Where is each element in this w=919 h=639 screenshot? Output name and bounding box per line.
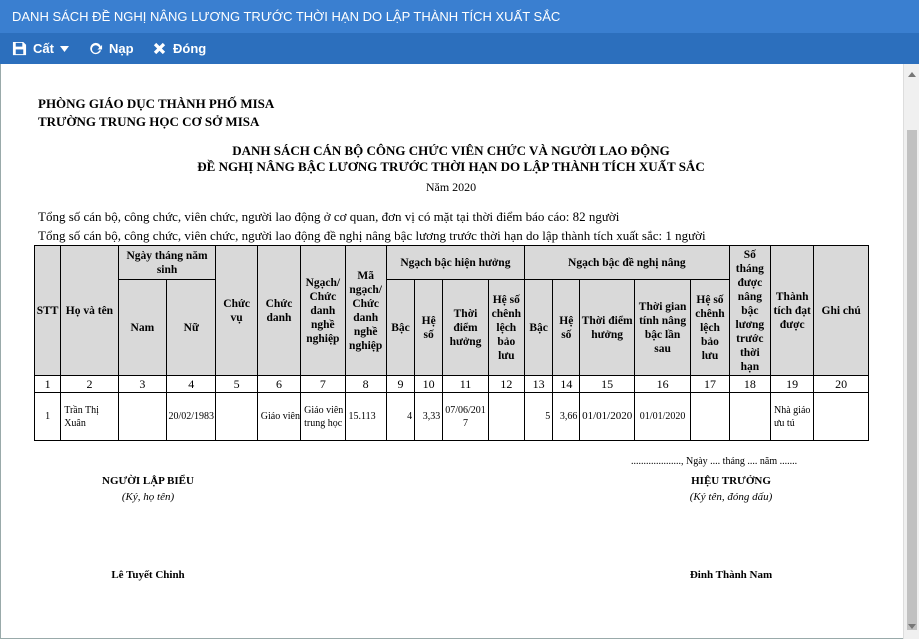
- report-viewer[interactable]: [0, 64, 903, 639]
- org-line-1: PHÒNG GIÁO DỤC THÀNH PHỐ MISA: [38, 96, 275, 111]
- reload-label: Nạp: [109, 41, 134, 56]
- save-icon: [12, 41, 27, 56]
- cell-male-dob: [118, 393, 166, 441]
- column-number: 8: [345, 376, 386, 393]
- cell-position: [216, 393, 257, 441]
- report-document: [1, 64, 903, 639]
- column-number: 1: [35, 376, 61, 393]
- signer-right-note: (Ký tên, đóng dấu): [689, 491, 773, 503]
- report-title-1: DANH SÁCH CÁN BỘ CÔNG CHỨC VIÊN CHỨC VÀ NGƯỜI LAO ĐỘNG: [232, 143, 670, 158]
- header-dob: Ngày tháng năm sinh: [118, 246, 216, 280]
- signer-left-title: NGƯỜI LẬP BIỂU: [102, 475, 194, 487]
- table-row: [35, 393, 869, 441]
- close-button[interactable]: [152, 33, 206, 64]
- chevron-down-icon: [60, 46, 69, 52]
- cell-stt: 1: [35, 393, 61, 441]
- column-number: 16: [634, 376, 690, 393]
- signer-right-name: Đinh Thành Nam: [689, 569, 773, 581]
- cell-cur-diff: [488, 393, 524, 441]
- cell-note: [814, 393, 869, 441]
- report-year: Năm 2020: [425, 180, 477, 194]
- cell-next-time: 01/01/2020: [634, 393, 690, 441]
- header-current-group: Ngạch bậc hiện hưởng: [386, 246, 524, 280]
- scrollbar-thumb[interactable]: [907, 130, 917, 630]
- header-cur-level: Bậc: [386, 280, 414, 376]
- header-position: Chức vụ: [216, 246, 257, 376]
- header-note: Ghi chú: [814, 246, 869, 376]
- header-new-coef: Hệ số: [553, 280, 580, 376]
- cell-achievement: Nhà giáo ưu tú: [771, 393, 814, 441]
- header-rank-code: Mã ngạch/ Chức danh nghề nghiệp: [345, 246, 386, 376]
- column-number-row: [35, 376, 869, 393]
- header-proposed-group: Ngạch bậc đề nghị nâng: [524, 246, 729, 280]
- save-label: Cất: [33, 41, 54, 56]
- header-cur-coef: Hệ số: [415, 280, 443, 376]
- header-new-time: Thời điểm hưởng: [580, 280, 634, 376]
- cell-cur-coef: 3,33: [415, 393, 443, 441]
- header-new-level: Bậc: [524, 280, 552, 376]
- cell-cur-level: 4: [386, 393, 414, 441]
- column-number: 7: [301, 376, 345, 393]
- cell-new-time: 01/01/2020: [580, 393, 634, 441]
- summary-line-1: Tổng số cán bộ, công chức, viên chức, người lao động ở cơ quan, đơn vị có mặt tại thời điểm báo cáo: 82 người: [38, 209, 620, 224]
- column-number: 12: [488, 376, 524, 393]
- org-line-2: TRƯỜNG TRUNG HỌC CƠ SỞ MISA: [38, 114, 260, 129]
- cell-rank: Giáo viên trung học: [301, 393, 345, 441]
- column-number: 14: [553, 376, 580, 393]
- signer-left-note: (Ký, họ tên): [121, 491, 175, 503]
- column-number: 11: [443, 376, 488, 393]
- header-months-early: Số tháng được nâng bậc lương trước thời hạn: [729, 246, 770, 376]
- header-rank: Ngạch/ Chức danh nghề nghiệp: [301, 246, 345, 376]
- column-number: 6: [257, 376, 300, 393]
- column-number: 9: [386, 376, 414, 393]
- header-name: Họ và tên: [61, 246, 118, 376]
- signer-right-title: HIỆU TRƯỞNG: [691, 475, 771, 487]
- column-number: 17: [691, 376, 729, 393]
- report-title-2: ĐỀ NGHỊ NÂNG BẬC LƯƠNG TRƯỚC THỜI HẠN DO LẬP THÀNH TÍCH XUẤT SẮC: [197, 159, 705, 174]
- column-number: 2: [61, 376, 118, 393]
- vertical-scrollbar[interactable]: [903, 64, 919, 639]
- column-number: 15: [580, 376, 634, 393]
- cell-months-early: [729, 393, 770, 441]
- column-number: 20: [814, 376, 869, 393]
- save-button[interactable]: [12, 33, 69, 64]
- cell-title: Giáo viên: [257, 393, 300, 441]
- cell-new-coef: 3,66: [553, 393, 580, 441]
- reload-button[interactable]: [88, 33, 134, 64]
- header-title: Chức danh: [257, 246, 300, 376]
- scroll-up-icon[interactable]: [908, 72, 916, 77]
- header-next-time: Thời gian tính nâng bậc lần sau: [634, 280, 690, 376]
- column-number: 4: [167, 376, 216, 393]
- report-table: [34, 245, 869, 441]
- column-number: 13: [524, 376, 552, 393]
- signer-left-name: Lê Tuyết Chinh: [111, 569, 185, 581]
- column-number: 10: [415, 376, 443, 393]
- close-icon: [152, 41, 167, 56]
- refresh-icon: [88, 41, 103, 56]
- header-stt: STT: [35, 246, 61, 376]
- cell-name: Trần Thị Xuân: [61, 393, 118, 441]
- cell-rank-code: 15.113: [345, 393, 386, 441]
- date-line: ...................., Ngày .... tháng .... năm .......: [631, 456, 798, 467]
- cell-new-diff: [691, 393, 729, 441]
- cell-new-level: 5: [524, 393, 552, 441]
- column-number: 5: [216, 376, 257, 393]
- column-number: 18: [729, 376, 770, 393]
- toolbar: [0, 33, 919, 64]
- cell-cur-time: 07/06/2017: [443, 393, 488, 441]
- header-male: Nam: [118, 280, 166, 376]
- header-cur-diff: Hệ số chênh lệch bảo lưu: [488, 280, 524, 376]
- column-number: 19: [771, 376, 814, 393]
- header-cur-time: Thời điểm hưởng: [443, 280, 488, 376]
- column-number: 3: [118, 376, 166, 393]
- header-achievement: Thành tích đạt được: [771, 246, 814, 376]
- summary-line-2: Tổng số cán bộ, công chức, viên chức, người lao động đề nghị nâng bậc lương trước thời hạn do lập thành tích xuất sắc: 1 người: [38, 228, 706, 243]
- cell-female-dob: 20/02/1983: [167, 393, 216, 441]
- header-female: Nữ: [167, 280, 216, 376]
- close-label: Đóng: [173, 41, 207, 56]
- scroll-down-icon[interactable]: [908, 624, 916, 629]
- window-title: DANH SÁCH ĐỀ NGHỊ NÂNG LƯƠNG TRƯỚC THỜI HẠN DO LẬP THÀNH TÍCH XUẤT SẮC: [0, 0, 919, 33]
- header-new-diff: Hệ số chênh lệch bảo lưu: [691, 280, 729, 376]
